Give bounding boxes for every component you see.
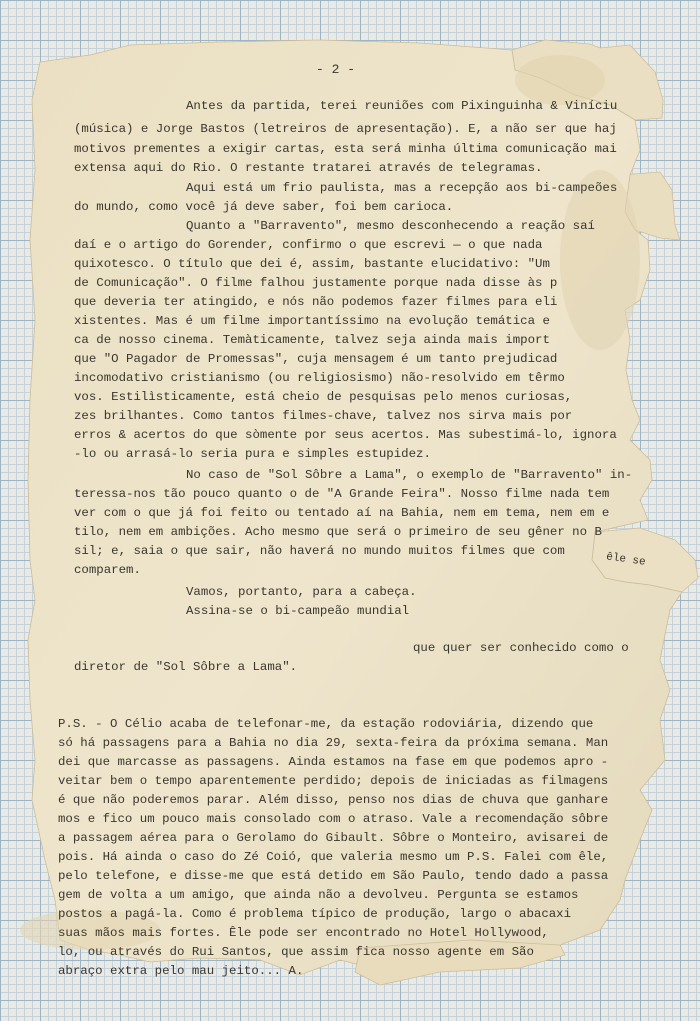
ps-line: P.S. - O Célio acaba de telefonar-me, da estação rodoviária, dizendo que (58, 717, 594, 731)
body-line: erros & acertos do que sòmente por seus acertos. Mas subestimá-lo, ignora (74, 428, 617, 442)
body-line: Vamos, portanto, para a cabeça. (186, 585, 417, 599)
ps-line: a passagem aérea para o Gerolamo do Gibault. Sôbre o Monteiro, avisarei de (58, 831, 609, 845)
body-line: Aqui está um frio paulista, mas a recepção aos bi-campeões (186, 181, 618, 195)
body-line: ver com o que já foi feito ou tentado aí na Bahia, nem em tema, nem em e (74, 506, 610, 520)
ps-line: suas mãos mais fortes. Êle pode ser encontrado no Hotel Hollywood, (58, 926, 549, 940)
body-line: (música) e Jorge Bastos (letreiros de apresentação). E, a não ser que haj (74, 122, 617, 136)
body-line: extensa aqui do Rio. O restante tratarei através de telegramas. (74, 161, 543, 175)
ps-line: pelo telefone, e disse-me que está detido em São Paulo, tendo dado a passa (58, 869, 609, 883)
signature-line: que quer ser conhecido como o (413, 641, 629, 655)
ps-line: dei que marcasse as passagens. Ainda estamos na fase em que podemos apro - (58, 755, 609, 769)
body-line: daí e o artigo do Gorender, confirmo o que escrevi — o que nada (74, 238, 543, 252)
body-line-torn-fragment: êle se (605, 551, 647, 569)
body-line: quixotesco. O título que dei é, assim, bastante elucidativo: "Um (74, 257, 550, 271)
body-line: que deveria ter atingido, e nós não podemos fazer filmes para eli (74, 295, 558, 309)
ps-line: abraço extra pelo mau jeito... A. (58, 964, 304, 978)
ps-line: veitar bem o tempo aparentemente perdido; depois de iniciadas as filmagens (58, 774, 609, 788)
body-line: incomodativo cristianismo (ou religiosismo) não-resolvido em têrmo (74, 371, 565, 385)
body-line: comparem. (74, 563, 141, 577)
ps-line: pois. Há ainda o caso do Zé Coió, que valeria mesmo um P.S. Falei com êle, (58, 850, 609, 864)
body-line: teressa-nos tão pouco quanto o de "A Grande Feira". Nosso filme nada tem (74, 487, 610, 501)
body-line: xistentes. Mas é um filme importantíssimo na evolução temática e (74, 314, 550, 328)
body-line: No caso de "Sol Sôbre a Lama", o exemplo de "Barravento" in- (186, 468, 633, 482)
ps-line: gem de volta a um amigo, que ainda não a devolveu. Pergunta se estamos (58, 888, 579, 902)
ps-line: lo, ou através do Rui Santos, que assim fica nosso agente em São (58, 945, 534, 959)
body-line: vos. Estilìsticamente, está cheio de pesquisas pelo menos curiosas, (74, 390, 573, 404)
body-line: motivos prementes a exigir cartas, esta será minha última comunicação mai (74, 142, 617, 156)
signature-line: diretor de "Sol Sôbre a Lama". (74, 660, 298, 674)
body-line: Assina-se o bi-campeão mundial (186, 604, 410, 618)
body-line: que "O Pagador de Promessas", cuja mensagem é um tanto prejudicad (74, 352, 558, 366)
body-line: ca de nosso cinema. Temàticamente, talvez seja ainda mais import (74, 333, 550, 347)
ps-line: mos e fico um pouco mais consolado com o atraso. Vale a recomendação sôbre (58, 812, 609, 826)
body-line: Quanto a "Barravento", mesmo desconhecendo a reação saí (186, 219, 595, 233)
body-line: zes brilhantes. Como tantos filmes-chave, talvez nos sirva mais por (74, 409, 573, 423)
body-line: sil; e, saia o que sair, não haverá no mundo muitos filmes que com (74, 544, 565, 558)
body-line: Antes da partida, terei reuniões com Pixinguinha & Viníciu (186, 99, 618, 113)
body-line: -lo ou arrasá-lo seria pura e simples estupidez. (74, 447, 431, 461)
ps-line: postos a pagá-la. Como é problema típico de produção, largo o abacaxi (58, 907, 572, 921)
ps-line: só há passagens para a Bahia no dia 29, sexta-feira da próxima semana. Man (58, 736, 609, 750)
page-number: - 2 - (316, 62, 356, 77)
body-line: tilo, nem em ambições. Acho mesmo que será o primeiro de seu gêner no B (74, 525, 602, 539)
body-line: do mundo, como você já deve saber, foi bem carioca. (74, 200, 454, 214)
ps-line: é que não poderemos parar. Além disso, penso nos dias de chuva que ganhare (58, 793, 609, 807)
body-line: de Comunicação". O filme falhou justamente porque nada disse às p (74, 276, 558, 290)
